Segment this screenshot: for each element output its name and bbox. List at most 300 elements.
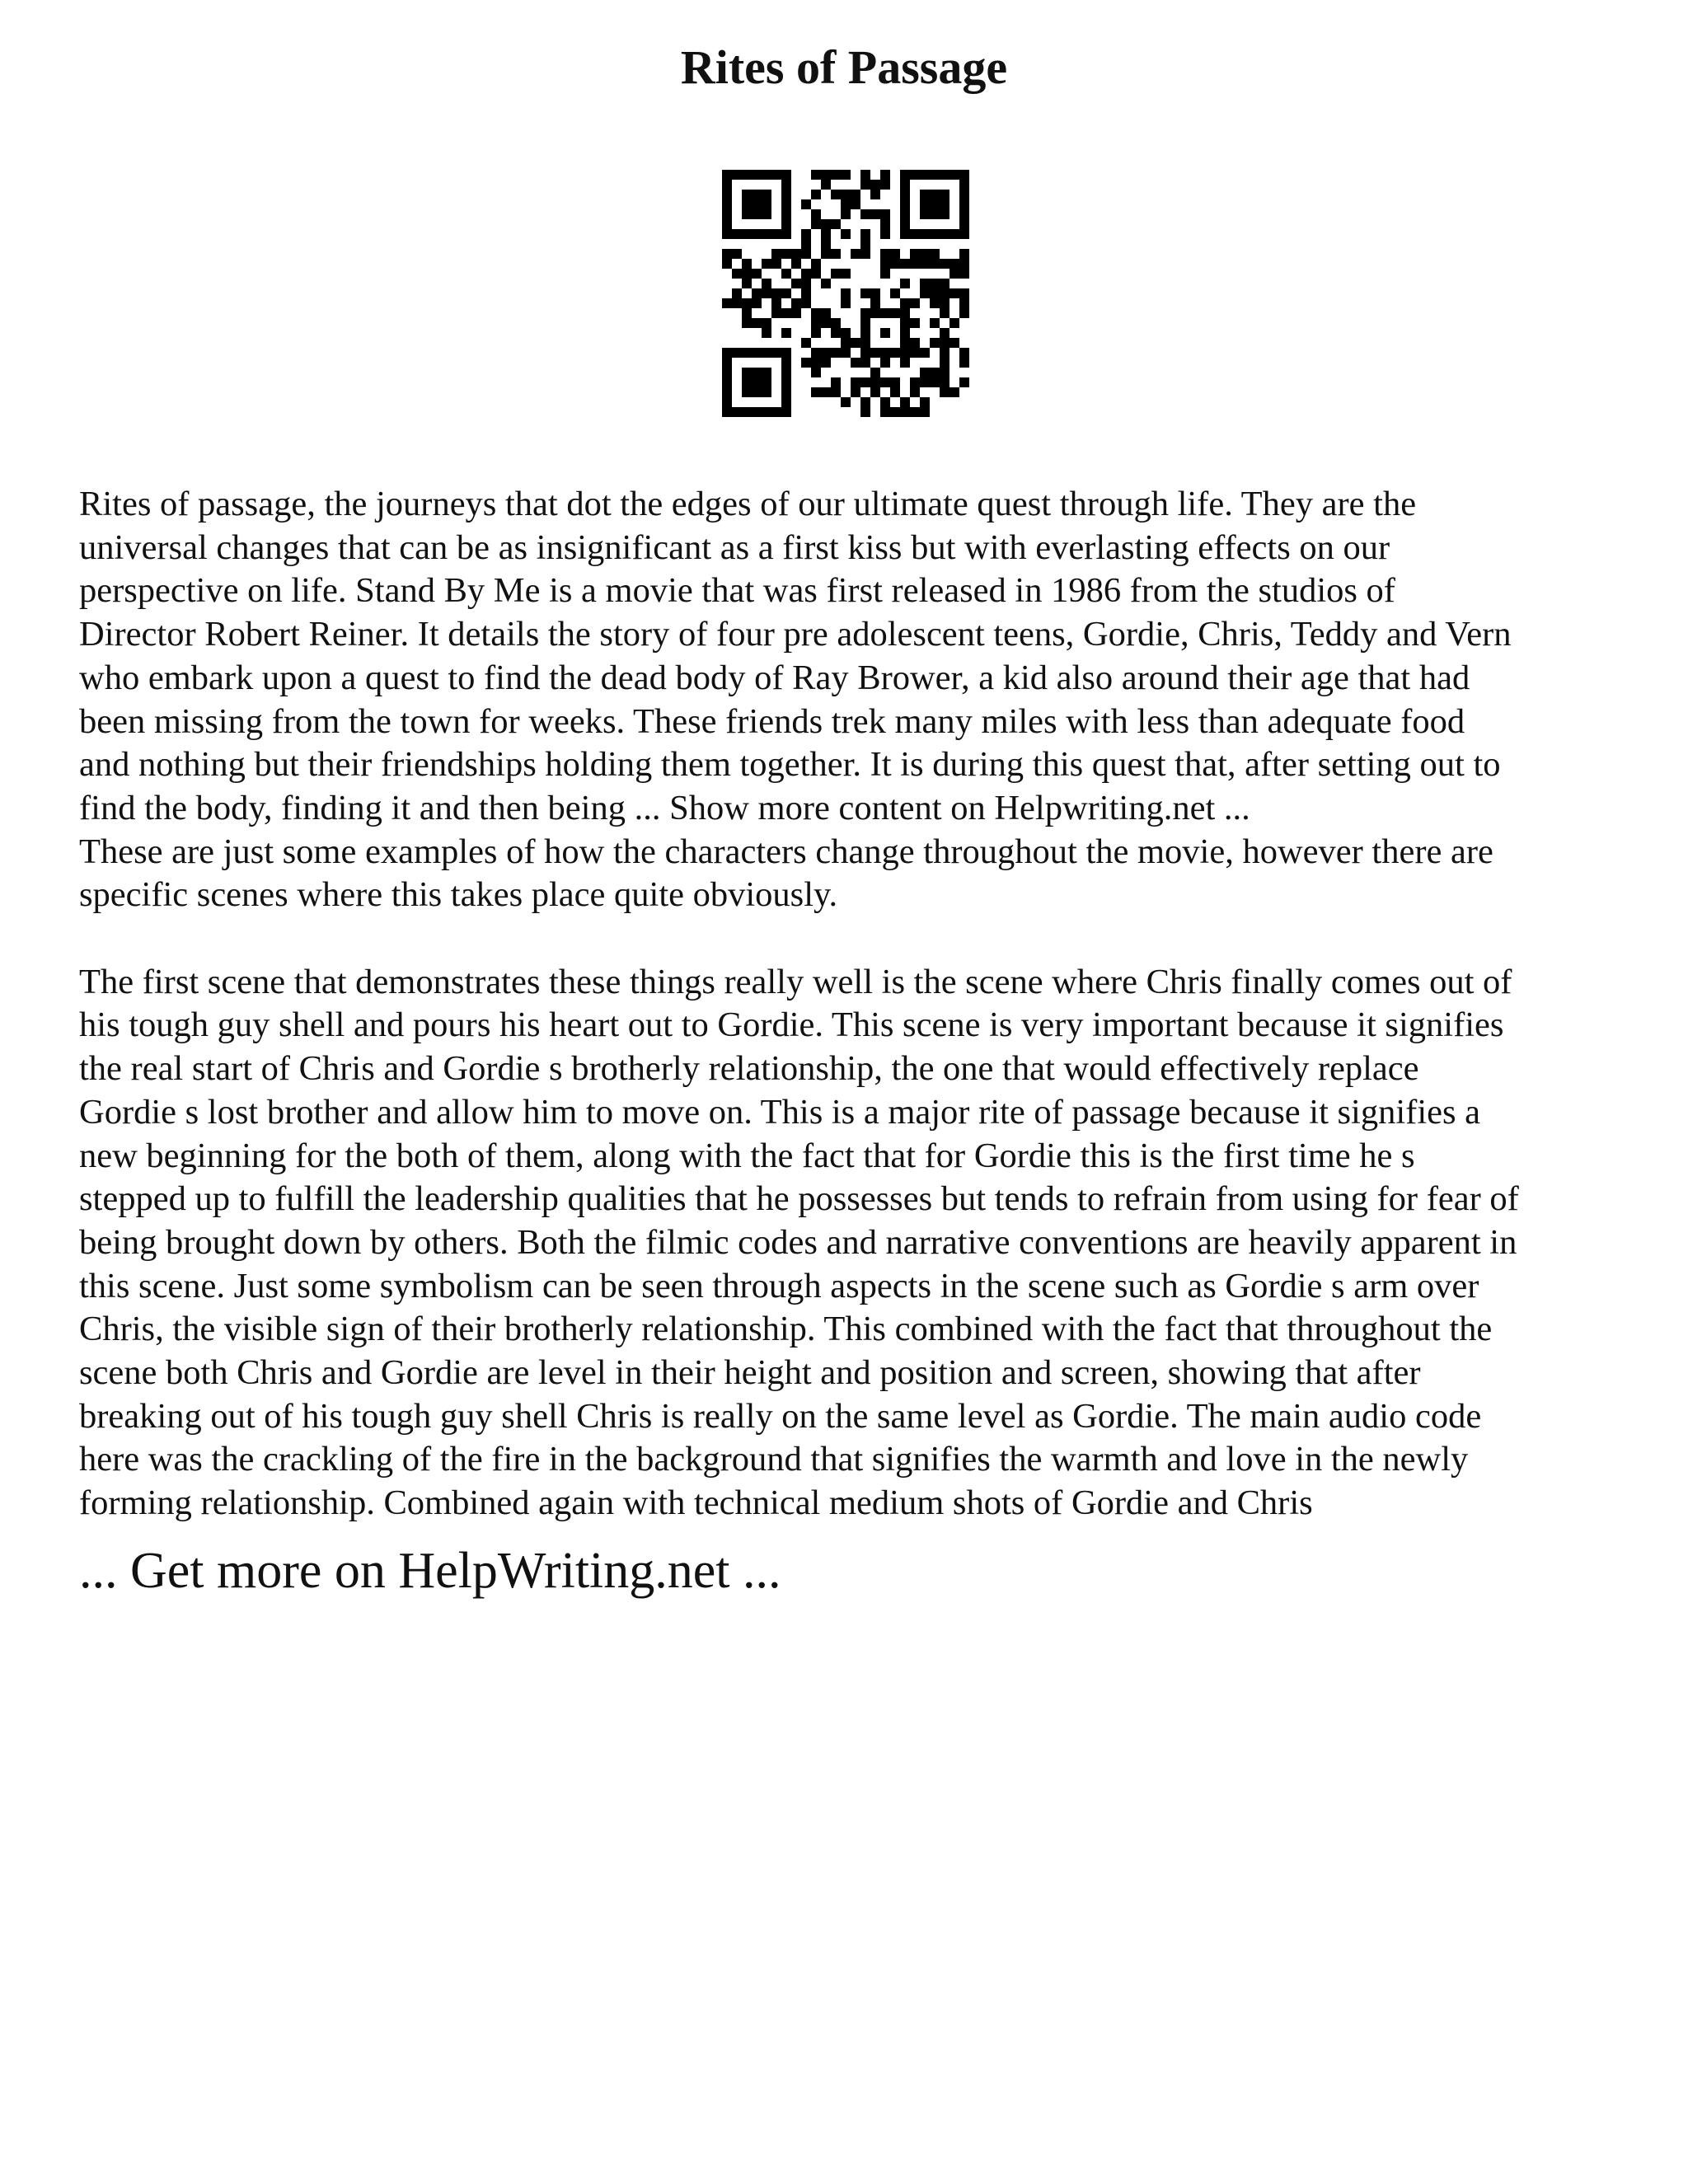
qr-module [732, 269, 742, 279]
qr-module [880, 249, 890, 259]
qr-module [801, 199, 811, 209]
qr-module [752, 348, 762, 358]
paragraph-spacer [79, 917, 1629, 961]
qr-module [940, 229, 950, 239]
qr-module [959, 308, 969, 318]
qr-module [920, 348, 930, 358]
qr-module [870, 377, 880, 387]
qr-module [781, 190, 791, 199]
qr-module [722, 180, 732, 190]
qr-module [811, 308, 821, 318]
qr-module [940, 328, 950, 338]
qr-module [752, 377, 762, 387]
qr-module [821, 279, 831, 288]
qr-module [880, 377, 890, 387]
qr-module [940, 190, 950, 199]
qr-module [791, 249, 801, 259]
qr-module [742, 190, 752, 199]
qr-module [870, 308, 880, 318]
qr-module [870, 209, 880, 219]
qr-module [851, 377, 860, 387]
qr-module [762, 368, 771, 377]
qr-module [860, 377, 870, 387]
qr-module [722, 190, 732, 199]
qr-module [860, 358, 870, 368]
qr-module [762, 199, 771, 209]
qr-module [742, 229, 752, 239]
qr-module [831, 387, 841, 397]
qr-module [920, 407, 930, 417]
qr-module [801, 269, 811, 279]
qr-module [781, 288, 791, 298]
qr-module [900, 209, 910, 219]
qr-module [821, 170, 831, 180]
qr-module [900, 229, 910, 239]
qr-module [781, 209, 791, 219]
qr-module [959, 269, 969, 279]
qr-module [841, 338, 851, 348]
qr-module [722, 229, 732, 239]
qr-module [821, 308, 831, 318]
qr-module [880, 219, 890, 229]
qr-module [841, 269, 851, 279]
qr-module [811, 348, 821, 358]
qr-module [742, 170, 752, 180]
qr-module [742, 199, 752, 209]
qr-module [950, 318, 959, 328]
qr-module [930, 338, 940, 348]
qr-module [920, 199, 930, 209]
qr-module [771, 170, 781, 180]
qr-module [821, 180, 831, 190]
qr-module [762, 288, 771, 298]
qr-module [860, 407, 870, 417]
qr-module [860, 338, 870, 348]
qr-module [722, 170, 732, 180]
qr-module [920, 377, 930, 387]
qr-module [880, 259, 890, 269]
qr-module [860, 328, 870, 338]
qr-module [940, 377, 950, 387]
qr-module [851, 249, 860, 259]
qr-module [752, 190, 762, 199]
qr-module [811, 328, 821, 338]
article-body [79, 483, 1629, 1526]
qr-module [940, 279, 950, 288]
qr-module [722, 377, 732, 387]
qr-module [910, 249, 920, 259]
qr-module [762, 407, 771, 417]
qr-module [940, 209, 950, 219]
qr-module [732, 298, 742, 308]
qr-module [860, 318, 870, 328]
qr-module [900, 199, 910, 209]
qr-module [831, 219, 841, 229]
qr-module [801, 239, 811, 249]
qr-module [959, 199, 969, 209]
qr-module [900, 190, 910, 199]
qr-module [781, 407, 791, 417]
qr-module [771, 348, 781, 358]
qr-module [900, 328, 910, 338]
qr-module [930, 377, 940, 387]
qr-module [752, 209, 762, 219]
qr-module [742, 348, 752, 358]
page-title: Rites of Passage [680, 40, 1008, 94]
qr-module [752, 318, 762, 328]
qr-module [930, 279, 940, 288]
qr-module [900, 298, 910, 308]
qr-module [900, 348, 910, 358]
qr-module [781, 180, 791, 190]
qr-module [732, 229, 742, 239]
qr-module [930, 298, 940, 308]
qr-module [781, 229, 791, 239]
qr-module [771, 259, 781, 269]
qr-module [860, 308, 870, 318]
body-paragraph-1: Rites of passage, the journeys that dot the edges of our ultimate quest through life. They are the universal changes that can be as insignificant as a first kiss but with everlasting effects on our perspective on life. Stand By Me is a movie that was first released in 1986 from the studios of Director Robert Reiner. It details the story of four pre adolescent teens, Gordie, Chris, Teddy and Vern who embark upon a quest to find the dead body of Ray Brower, a kid also around their age that had been missing from the town for weeks. These friends trek many miles with less than adequate food and nothing but their friendships holding them together. It is during this quest that, after setting out to find the body, finding it and then being ... Show more content on Helpwriting.net ... These are just some examples of how the characters change throughout the movie, however there are specific scenes where this takes place quite obviously. [79, 485, 1512, 915]
qr-module [722, 397, 732, 407]
qr-module [900, 170, 910, 180]
qr-module [752, 229, 762, 239]
qr-module [880, 397, 890, 407]
qr-module [870, 348, 880, 358]
qr-module [900, 318, 910, 328]
qr-module [940, 368, 950, 377]
qr-module [841, 190, 851, 199]
qr-module [722, 358, 732, 368]
qr-module [940, 308, 950, 318]
qr-module [940, 387, 950, 397]
qr-module [900, 219, 910, 229]
qr-module [910, 298, 920, 308]
qr-module [762, 209, 771, 219]
qr-module [920, 190, 930, 199]
qr-module [801, 288, 811, 298]
qr-module [870, 180, 880, 190]
qr-code-icon [722, 170, 969, 417]
qr-module [920, 249, 930, 259]
qr-module [771, 288, 781, 298]
qr-module [762, 387, 771, 397]
qr-module [950, 288, 959, 298]
qr-module [920, 368, 930, 377]
qr-module [950, 259, 959, 269]
qr-module [890, 387, 900, 397]
qr-module [801, 298, 811, 308]
qr-module [722, 348, 732, 358]
qr-module [821, 249, 831, 259]
qr-module [781, 358, 791, 368]
qr-module [880, 407, 890, 417]
qr-module [940, 348, 950, 358]
qr-module [781, 377, 791, 387]
qr-module [821, 387, 831, 397]
qr-module [762, 259, 771, 269]
qr-module [930, 209, 940, 219]
qr-module [781, 308, 791, 318]
qr-module [821, 229, 831, 239]
qr-module [752, 407, 762, 417]
qr-module [900, 259, 910, 269]
qr-module [860, 249, 870, 259]
qr-module [841, 397, 851, 407]
qr-module [920, 397, 930, 407]
qr-module [851, 358, 860, 368]
qr-module [752, 199, 762, 209]
qr-module [781, 348, 791, 358]
qr-module [940, 199, 950, 209]
qr-module [762, 279, 771, 288]
qr-module [742, 377, 752, 387]
qr-module [831, 170, 841, 180]
qr-module [752, 288, 762, 298]
qr-module [762, 318, 771, 328]
qr-module [950, 338, 959, 348]
qr-module [860, 348, 870, 358]
qr-module [732, 407, 742, 417]
qr-module [811, 259, 821, 269]
qr-module [762, 229, 771, 239]
qr-module [831, 328, 841, 338]
qr-module [811, 358, 821, 368]
qr-module [940, 259, 950, 269]
qr-module [880, 269, 890, 279]
qr-module [732, 348, 742, 358]
qr-module [920, 279, 930, 288]
qr-module [851, 387, 860, 397]
qr-module [860, 170, 870, 180]
qr-module [959, 298, 969, 308]
qr-module [801, 279, 811, 288]
qr-module [841, 348, 851, 358]
qr-module [781, 269, 791, 279]
qr-module [890, 259, 900, 269]
qr-module [959, 229, 969, 239]
qr-module [841, 199, 851, 209]
qr-module [811, 318, 821, 328]
qr-module [880, 308, 890, 318]
qr-module [742, 318, 752, 328]
qr-module [870, 298, 880, 308]
qr-module [959, 348, 969, 358]
qr-module [851, 338, 860, 348]
qr-module [930, 170, 940, 180]
qr-module [880, 229, 890, 239]
qr-module [900, 338, 910, 348]
qr-module [910, 348, 920, 358]
qr-module [811, 368, 821, 377]
qr-module [860, 239, 870, 249]
qr-module [742, 209, 752, 219]
qr-module [930, 259, 940, 269]
qr-module [831, 377, 841, 387]
qr-module [900, 397, 910, 407]
qr-module [959, 180, 969, 190]
qr-module [821, 239, 831, 249]
qr-module [841, 298, 851, 308]
qr-module [910, 338, 920, 348]
qr-module [762, 190, 771, 199]
qr-module [950, 269, 959, 279]
qr-module [880, 328, 890, 338]
qr-module [831, 318, 841, 328]
qr-module [959, 259, 969, 269]
qr-module [781, 249, 791, 259]
qr-module [722, 259, 732, 269]
qr-module [811, 209, 821, 219]
qr-module [930, 288, 940, 298]
qr-module [732, 249, 742, 259]
qr-module [900, 308, 910, 318]
qr-module [959, 288, 969, 298]
qr-module [781, 397, 791, 407]
qr-module [831, 249, 841, 259]
qr-module [870, 368, 880, 377]
qr-module [831, 348, 841, 358]
qr-module [811, 269, 821, 279]
qr-module [811, 387, 821, 397]
qr-module [771, 229, 781, 239]
qr-module [841, 328, 851, 338]
qr-module [860, 288, 870, 298]
qr-module [890, 377, 900, 387]
qr-module [752, 368, 762, 377]
qr-module [752, 269, 762, 279]
qr-module [781, 368, 791, 377]
qr-module [722, 407, 732, 417]
qr-module [890, 348, 900, 358]
qr-module [742, 407, 752, 417]
qr-module [910, 318, 920, 328]
qr-module [910, 170, 920, 180]
qr-module [880, 348, 890, 358]
qr-module [821, 318, 831, 328]
qr-module [722, 368, 732, 377]
qr-module [900, 407, 910, 417]
qr-module [771, 249, 781, 259]
qr-module [910, 259, 920, 269]
qr-module [781, 170, 791, 180]
qr-module [930, 318, 940, 328]
qr-module [791, 298, 801, 308]
qr-module [870, 387, 880, 397]
qr-module [752, 298, 762, 308]
qr-module [870, 190, 880, 199]
qr-module [742, 269, 752, 279]
qr-module [801, 229, 811, 239]
qr-module [959, 219, 969, 229]
qr-module [880, 170, 890, 180]
qr-module [742, 298, 752, 308]
qr-module [920, 259, 930, 269]
qr-module [781, 328, 791, 338]
qr-module [742, 279, 752, 288]
qr-module [920, 229, 930, 239]
qr-module [950, 387, 959, 397]
qr-module [811, 219, 821, 229]
qr-module [940, 338, 950, 348]
qr-module [959, 209, 969, 219]
qr-module [950, 170, 959, 180]
qr-module [860, 229, 870, 239]
qr-module [880, 358, 890, 368]
qr-module [742, 387, 752, 397]
qr-module [959, 358, 969, 368]
qr-module [732, 170, 742, 180]
qr-module [920, 209, 930, 219]
qr-module [940, 298, 950, 308]
qr-module [831, 269, 841, 279]
qr-module [752, 170, 762, 180]
qr-module [722, 298, 732, 308]
qr-module [831, 190, 841, 199]
qr-module [959, 190, 969, 199]
qr-module [880, 209, 890, 219]
qr-module [860, 397, 870, 407]
qr-module [781, 219, 791, 229]
qr-module [851, 199, 860, 209]
qr-module [920, 170, 930, 180]
qr-module [722, 219, 732, 229]
qr-module [890, 407, 900, 417]
qr-module [742, 368, 752, 377]
qr-module [841, 209, 851, 219]
qr-module [762, 170, 771, 180]
qr-module [801, 338, 811, 348]
qr-module [910, 229, 920, 239]
body-paragraph-2: The first scene that demonstrates these things really well is the scene where Chris finally comes out of his tough guy shell and pours his heart out to Gordie. This scene is very important because it signifies the real start of Chris and Gordie s brotherly relationship, the one that would effectively replace Gordie s lost brother and allow him to move on. This is a major rite of passage because it signifies a new beginning for the both of them, along with the fact that for Gordie this is the first time he s stepped up to fulfill the leadership qualities that he possesses but tends to refrain from using for fear of being brought down by others. Both the filmic codes and narrative conventions are heavily apparent in this scene. Just some symbolism can be seen through aspects in the scene such as Gordie s arm over Chris, the visible sign of their brotherly relationship. This combined with the fact that throughout the scene both Chris and Gordie are level in their height and position and screen, showing that after breaking out of his tough guy shell Chris is really on the same level as Gordie. The main audio code here was the crackling of the fire in the background that signifies the warmth and love in the newly forming relationship. Combined again with technical medium shots of Gordie and Chris [79, 962, 1519, 1523]
qr-module [900, 180, 910, 190]
qr-module [811, 170, 821, 180]
qr-module [752, 387, 762, 397]
qr-module [781, 199, 791, 209]
qr-module [742, 308, 752, 318]
get-more-link[interactable]: ... Get more on HelpWriting.net ... [79, 1543, 781, 1599]
qr-module [841, 288, 851, 298]
qr-module [791, 259, 801, 269]
qr-module [742, 259, 752, 269]
qr-module [722, 387, 732, 397]
qr-module [762, 377, 771, 387]
qr-module [940, 170, 950, 180]
qr-module [722, 199, 732, 209]
qr-module [959, 377, 969, 387]
qr-module [910, 387, 920, 397]
qr-module [732, 288, 742, 298]
qr-module [762, 348, 771, 358]
qr-module [930, 190, 940, 199]
qr-module [771, 298, 781, 308]
qr-module [890, 308, 900, 318]
qr-module [841, 170, 851, 180]
qr-module [811, 190, 821, 199]
qr-module [870, 288, 880, 298]
qr-module [959, 170, 969, 180]
qr-module [791, 279, 801, 288]
qr-module [940, 288, 950, 298]
qr-module [880, 180, 890, 190]
qr-module [841, 229, 851, 239]
qr-module [801, 358, 811, 368]
qr-module [860, 180, 870, 190]
qr-module [860, 209, 870, 219]
qr-module [930, 229, 940, 239]
qr-module [950, 229, 959, 239]
qr-module [722, 209, 732, 219]
qr-module [801, 249, 811, 259]
qr-module [821, 358, 831, 368]
